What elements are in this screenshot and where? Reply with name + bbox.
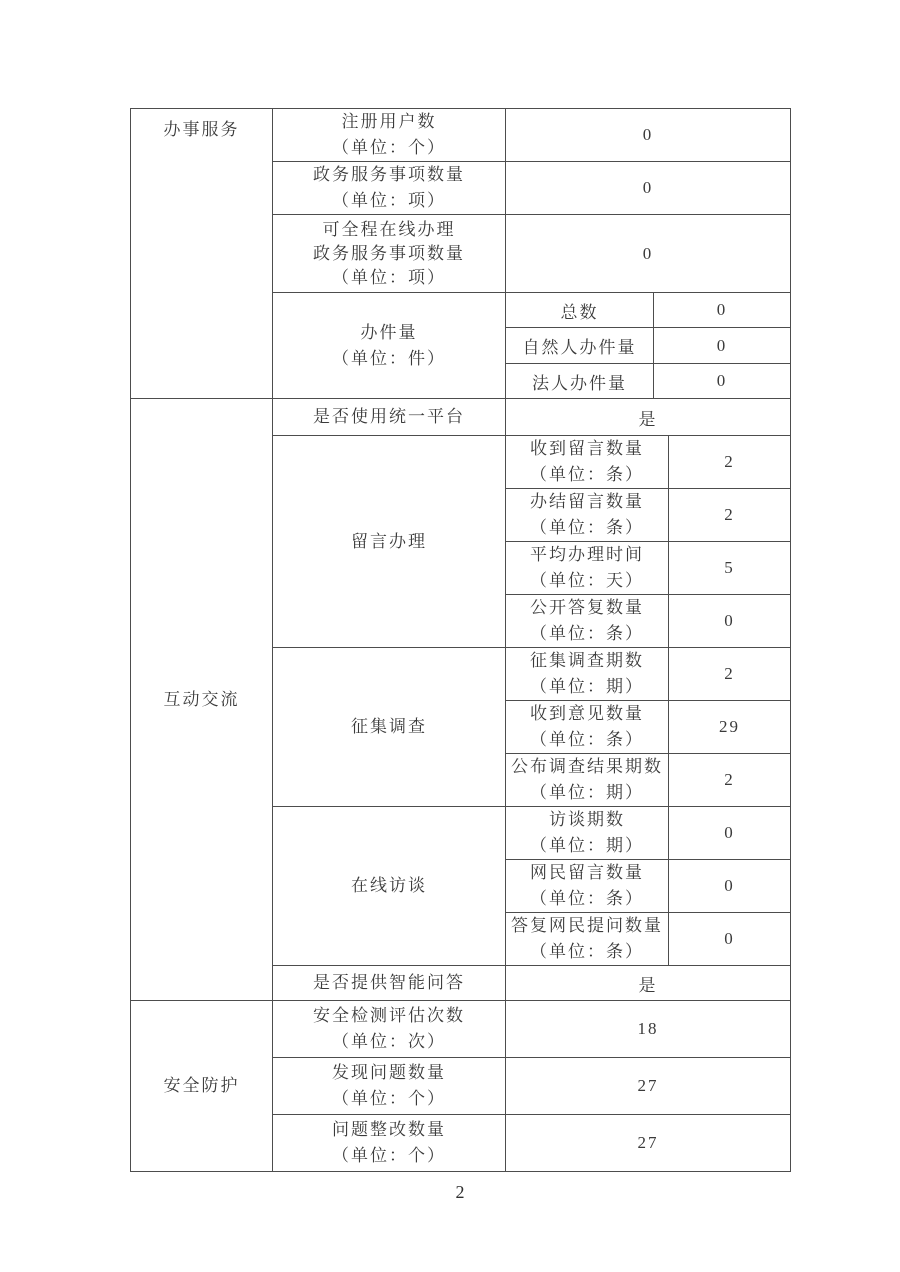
category-cell-security xyxy=(131,1001,273,1172)
group-label: 征集调查 xyxy=(351,717,427,736)
metric-label-cell xyxy=(273,215,506,293)
sub-metric-label-cell xyxy=(506,542,669,595)
sub-metric-label: 公布调查结果期数 xyxy=(511,757,663,776)
sub-metric-value: 0 xyxy=(669,807,791,860)
group-label: 在线访谈 xyxy=(351,876,427,895)
category-label: 办事服务 xyxy=(163,120,240,139)
category-label: 互动交流 xyxy=(163,689,240,709)
metric-unit: （单位：项） xyxy=(332,191,446,210)
category-cell-interaction xyxy=(131,399,273,1001)
sub-metric-label-cell xyxy=(506,648,669,701)
sub-metric-value: 2 xyxy=(669,648,791,701)
metric-value: 27 xyxy=(506,1115,791,1172)
sub-metric-value: 2 xyxy=(669,489,791,542)
sub-metric-label: 公开答复数量 xyxy=(530,598,644,617)
sub-metric-label: 总数 xyxy=(506,293,654,328)
sub-metric-label: 征集调查期数 xyxy=(530,651,644,670)
metric-value: 0 xyxy=(506,109,791,162)
metric-value: 是 xyxy=(506,966,791,1001)
sub-metric-label-cell xyxy=(506,913,669,966)
sub-metric-unit: （单位：期） xyxy=(530,836,644,855)
sub-metric-unit: （单位：条） xyxy=(530,730,644,749)
metric-label: 是否使用统一平台 xyxy=(313,407,465,426)
sub-metric-value: 0 xyxy=(654,293,791,328)
metric-value: 0 xyxy=(506,162,791,215)
sub-metric-label: 平均办理时间 xyxy=(530,545,644,564)
category-label: 安全防护 xyxy=(163,1076,240,1095)
category-cell-service xyxy=(131,109,273,399)
sub-metric-label: 访谈期数 xyxy=(549,810,625,829)
sub-metric-label: 自然人办件量 xyxy=(506,328,654,364)
group-label: 留言办理 xyxy=(351,531,427,551)
metric-label: 安全检测评估次数 xyxy=(313,1006,465,1025)
sub-metric-unit: （单位：条） xyxy=(530,942,644,961)
group-unit: （单位：件） xyxy=(332,348,446,368)
sub-metric-value: 5 xyxy=(669,542,791,595)
sub-metric-unit: （单位：条） xyxy=(530,624,644,643)
sub-metric-label: 网民留言数量 xyxy=(530,863,644,882)
sub-metric-value: 2 xyxy=(669,754,791,807)
sub-metric-label-cell xyxy=(506,489,669,542)
sub-metric-label-cell xyxy=(506,701,669,754)
metric-value: 27 xyxy=(506,1058,791,1115)
sub-metric-label: 收到意见数量 xyxy=(530,704,644,723)
group-cell-zaixianfangtan xyxy=(273,807,506,966)
metric-unit: （单位：次） xyxy=(332,1032,446,1051)
sub-metric-label-cell xyxy=(506,754,669,807)
sub-metric-unit: （单位：天） xyxy=(530,571,644,590)
sub-metric-value: 0 xyxy=(669,913,791,966)
sub-metric-value: 0 xyxy=(654,364,791,399)
sub-metric-label-cell xyxy=(506,595,669,648)
sub-metric-label: 收到留言数量 xyxy=(530,439,644,458)
metric-label-cell xyxy=(273,399,506,436)
page-number: 2 xyxy=(455,1182,465,1202)
sub-metric-label: 答复网民提问数量 xyxy=(511,916,663,935)
group-cell-banjianliang xyxy=(273,293,506,399)
metric-label: 政务服务事项数量 xyxy=(313,165,465,184)
metric-unit: （单位：个） xyxy=(332,1146,446,1165)
sub-metric-unit: （单位：条） xyxy=(530,465,644,484)
metric-label-cell xyxy=(273,109,506,162)
metric-label-cell xyxy=(273,1058,506,1115)
sub-metric-unit: （单位：条） xyxy=(530,518,644,537)
metric-label: 问题整改数量 xyxy=(332,1120,446,1139)
sub-metric-unit: （单位：条） xyxy=(530,889,644,908)
metric-unit: （单位：个） xyxy=(332,1089,446,1108)
group-cell-liuyanbanli xyxy=(273,436,506,648)
table-row xyxy=(131,109,791,162)
sub-metric-label-cell xyxy=(506,807,669,860)
metric-label-cell xyxy=(273,1115,506,1172)
metric-label-cell xyxy=(273,162,506,215)
sub-metric-value: 2 xyxy=(669,436,791,489)
metric-label: 发现问题数量 xyxy=(332,1063,446,1082)
metric-value: 18 xyxy=(506,1001,791,1058)
group-label: 办件量 xyxy=(360,322,418,342)
table-row xyxy=(131,399,791,436)
sub-metric-unit: （单位：期） xyxy=(530,677,644,696)
sub-metric-value: 0 xyxy=(654,328,791,364)
metric-label: 可全程在线办理 xyxy=(322,219,456,239)
report-table xyxy=(130,108,791,1172)
metric-unit: （单位：个） xyxy=(332,138,446,157)
metric-label: 政务服务事项数量 xyxy=(313,243,465,263)
sub-metric-value: 29 xyxy=(669,701,791,754)
metric-value: 0 xyxy=(506,215,791,293)
metric-label: 注册用户数 xyxy=(341,112,437,131)
sub-metric-value: 0 xyxy=(669,860,791,913)
sub-metric-label: 办结留言数量 xyxy=(530,492,644,511)
metric-unit: （单位：项） xyxy=(332,267,446,287)
metric-label-cell xyxy=(273,966,506,1001)
sub-metric-label-cell xyxy=(506,860,669,913)
metric-label-cell xyxy=(273,1001,506,1058)
sub-metric-value: 0 xyxy=(669,595,791,648)
group-cell-zhengjidiaocha xyxy=(273,648,506,807)
sub-metric-label-cell xyxy=(506,436,669,489)
sub-metric-unit: （单位：期） xyxy=(530,783,644,802)
metric-value: 是 xyxy=(506,399,791,436)
metric-label: 是否提供智能问答 xyxy=(313,973,465,992)
table-row xyxy=(131,1001,791,1058)
sub-metric-label: 法人办件量 xyxy=(506,364,654,399)
